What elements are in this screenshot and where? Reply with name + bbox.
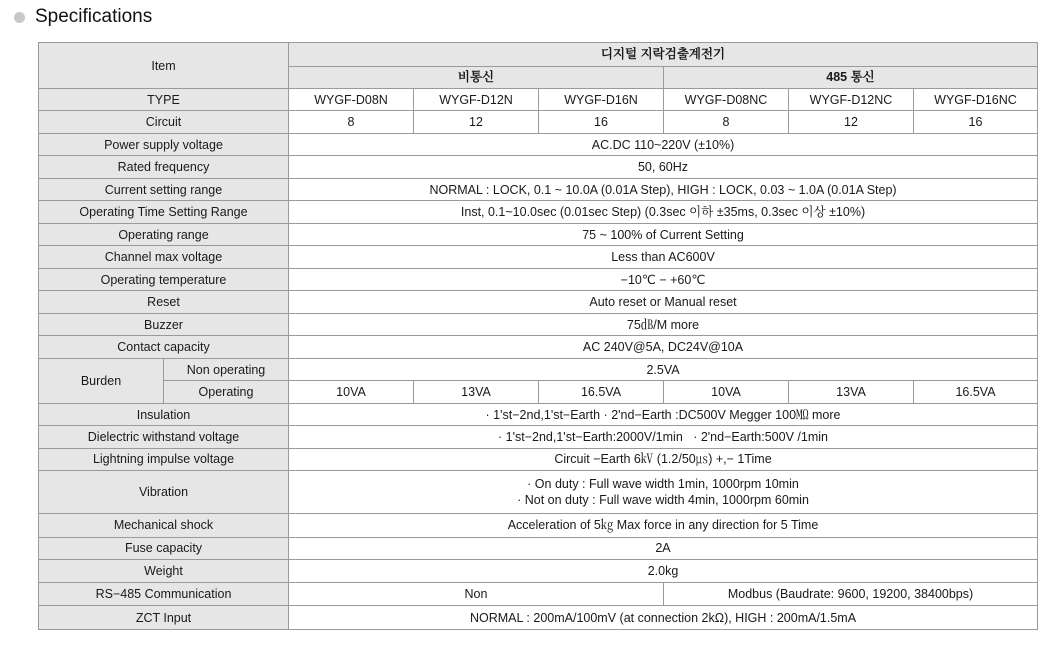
fuse-capacity-row (39, 537, 1038, 559)
insulation-row (39, 403, 1038, 425)
zct-input-row (39, 606, 1038, 630)
row-value: Inst, 0.1~10.0sec (0.01sec Step) (0.3sec 이하 ±35ms, 0.3sec 이상 ±10%) (289, 201, 1038, 223)
weight-row (39, 560, 1038, 582)
burden-cell: 16.5VA (914, 381, 1038, 403)
rs485-row (39, 582, 1038, 606)
row-value: Less than AC600V (289, 246, 1038, 268)
row-value: AC 240V@5A, DC24V@10A (289, 336, 1038, 358)
item-header: Item (39, 43, 289, 89)
row-label: TYPE (39, 89, 289, 111)
burden-cell: 13VA (414, 381, 539, 403)
group-non-comm: 비통신 (289, 66, 664, 88)
power-supply-row (39, 133, 1038, 155)
row-label: Buzzer (39, 313, 289, 335)
type-row (39, 89, 1038, 111)
vibration-row (39, 471, 1038, 514)
group-485-comm: 485 통신 (664, 66, 1038, 88)
row-value: Circuit −Earth 6㎸ (1.2/50㎲) +,− 1Time (289, 448, 1038, 470)
mechanical-shock-row (39, 514, 1038, 538)
row-value: 75 ~ 100% of Current Setting (289, 223, 1038, 245)
operating-range-row (39, 223, 1038, 245)
row-value: NORMAL : LOCK, 0.1 ~ 10.0A (0.01A Step), HIGH : LOCK, 0.03 ~ 1.0A (0.01A Step) (289, 178, 1038, 200)
row-label: Channel max voltage (39, 246, 289, 268)
type-cell: WYGF-D12NC (789, 89, 914, 111)
burden-cell: 10VA (664, 381, 789, 403)
row-label: Rated frequency (39, 156, 289, 178)
type-cell: WYGF-D08N (289, 89, 414, 111)
row-value: 2.0kg (289, 560, 1038, 582)
product-title: 디지털 지락검출계전기 (289, 43, 1038, 67)
operating-time-row (39, 201, 1038, 223)
type-cell: WYGF-D08NC (664, 89, 789, 111)
rs485-non-comm-value: Non (289, 582, 664, 606)
row-value: 50, 60Hz (289, 156, 1038, 178)
burden-label: Burden (39, 358, 164, 403)
contact-capacity-row (39, 336, 1038, 358)
burden-cell: 13VA (789, 381, 914, 403)
vibration-value (289, 471, 1038, 514)
circuit-cell: 16 (914, 111, 1038, 133)
header-row (39, 43, 1038, 67)
bullet-icon (14, 12, 25, 23)
row-label: Circuit (39, 111, 289, 133)
rated-frequency-row (39, 156, 1038, 178)
section-heading (14, 4, 152, 30)
row-label: Contact capacity (39, 336, 289, 358)
row-label: Operating Time Setting Range (39, 201, 289, 223)
row-value: AC.DC 110~220V (±10%) (289, 133, 1038, 155)
burden-sub-label: Non operating (164, 358, 289, 380)
type-cell: WYGF-D12N (414, 89, 539, 111)
row-value: −10℃ − +60℃ (289, 268, 1038, 290)
circuit-cell: 8 (664, 111, 789, 133)
row-label: Operating range (39, 223, 289, 245)
circuit-cell: 12 (414, 111, 539, 133)
row-label: RS−485 Communication (39, 582, 289, 606)
current-setting-row (39, 178, 1038, 200)
burden-cell: 10VA (289, 381, 414, 403)
rs485-comm-value: Modbus (Baudrate: 9600, 19200, 38400bps) (664, 582, 1038, 606)
row-value: · 1'st−2nd,1'st−Earth:2000V/1min · 2'nd−Earth:500V /1min (289, 426, 1038, 448)
section-title: Specifications (35, 6, 153, 27)
row-label: Reset (39, 291, 289, 313)
burden-sub-label: Operating (164, 381, 289, 403)
type-cell: WYGF-D16N (539, 89, 664, 111)
row-value: Acceleration of 5㎏ Max force in any direction for 5 Time (289, 514, 1038, 538)
vibration-line: · On duty : Full wave width 1min, 1000rpm 10min (527, 477, 799, 492)
row-label: Dielectric withstand voltage (39, 426, 289, 448)
circuit-row (39, 111, 1038, 133)
circuit-cell: 8 (289, 111, 414, 133)
row-label: Current setting range (39, 178, 289, 200)
row-label: Vibration (39, 471, 289, 514)
row-label: Weight (39, 560, 289, 582)
row-label: Insulation (39, 403, 289, 425)
row-value: NORMAL : 200mA/100mV (at connection 2kΩ), HIGH : 200mA/1.5mA (289, 606, 1038, 630)
buzzer-row (39, 313, 1038, 335)
burden-operating-row (39, 381, 1038, 403)
row-label: Operating temperature (39, 268, 289, 290)
row-label: Lightning impulse voltage (39, 448, 289, 470)
row-value: · 1'st−2nd,1'st−Earth · 2'nd−Earth :DC500V Megger 100㏁ more (289, 403, 1038, 425)
row-value: 2.5VA (289, 358, 1038, 380)
row-label: Mechanical shock (39, 514, 289, 538)
burden-non-operating-row (39, 358, 1038, 380)
row-label: Power supply voltage (39, 133, 289, 155)
row-label: Fuse capacity (39, 537, 289, 559)
circuit-cell: 12 (789, 111, 914, 133)
type-cell: WYGF-D16NC (914, 89, 1038, 111)
specifications-table (38, 42, 1038, 630)
reset-row (39, 291, 1038, 313)
vibration-line: · Not on duty : Full wave width 4min, 1000rpm 60min (517, 493, 809, 508)
row-value: 2A (289, 537, 1038, 559)
circuit-cell: 16 (539, 111, 664, 133)
lightning-impulse-row (39, 448, 1038, 470)
row-value: Auto reset or Manual reset (289, 291, 1038, 313)
channel-max-voltage-row (39, 246, 1038, 268)
burden-cell: 16.5VA (539, 381, 664, 403)
row-value: 75㏈/M more (289, 313, 1038, 335)
row-label: ZCT Input (39, 606, 289, 630)
dielectric-row (39, 426, 1038, 448)
operating-temperature-row (39, 268, 1038, 290)
